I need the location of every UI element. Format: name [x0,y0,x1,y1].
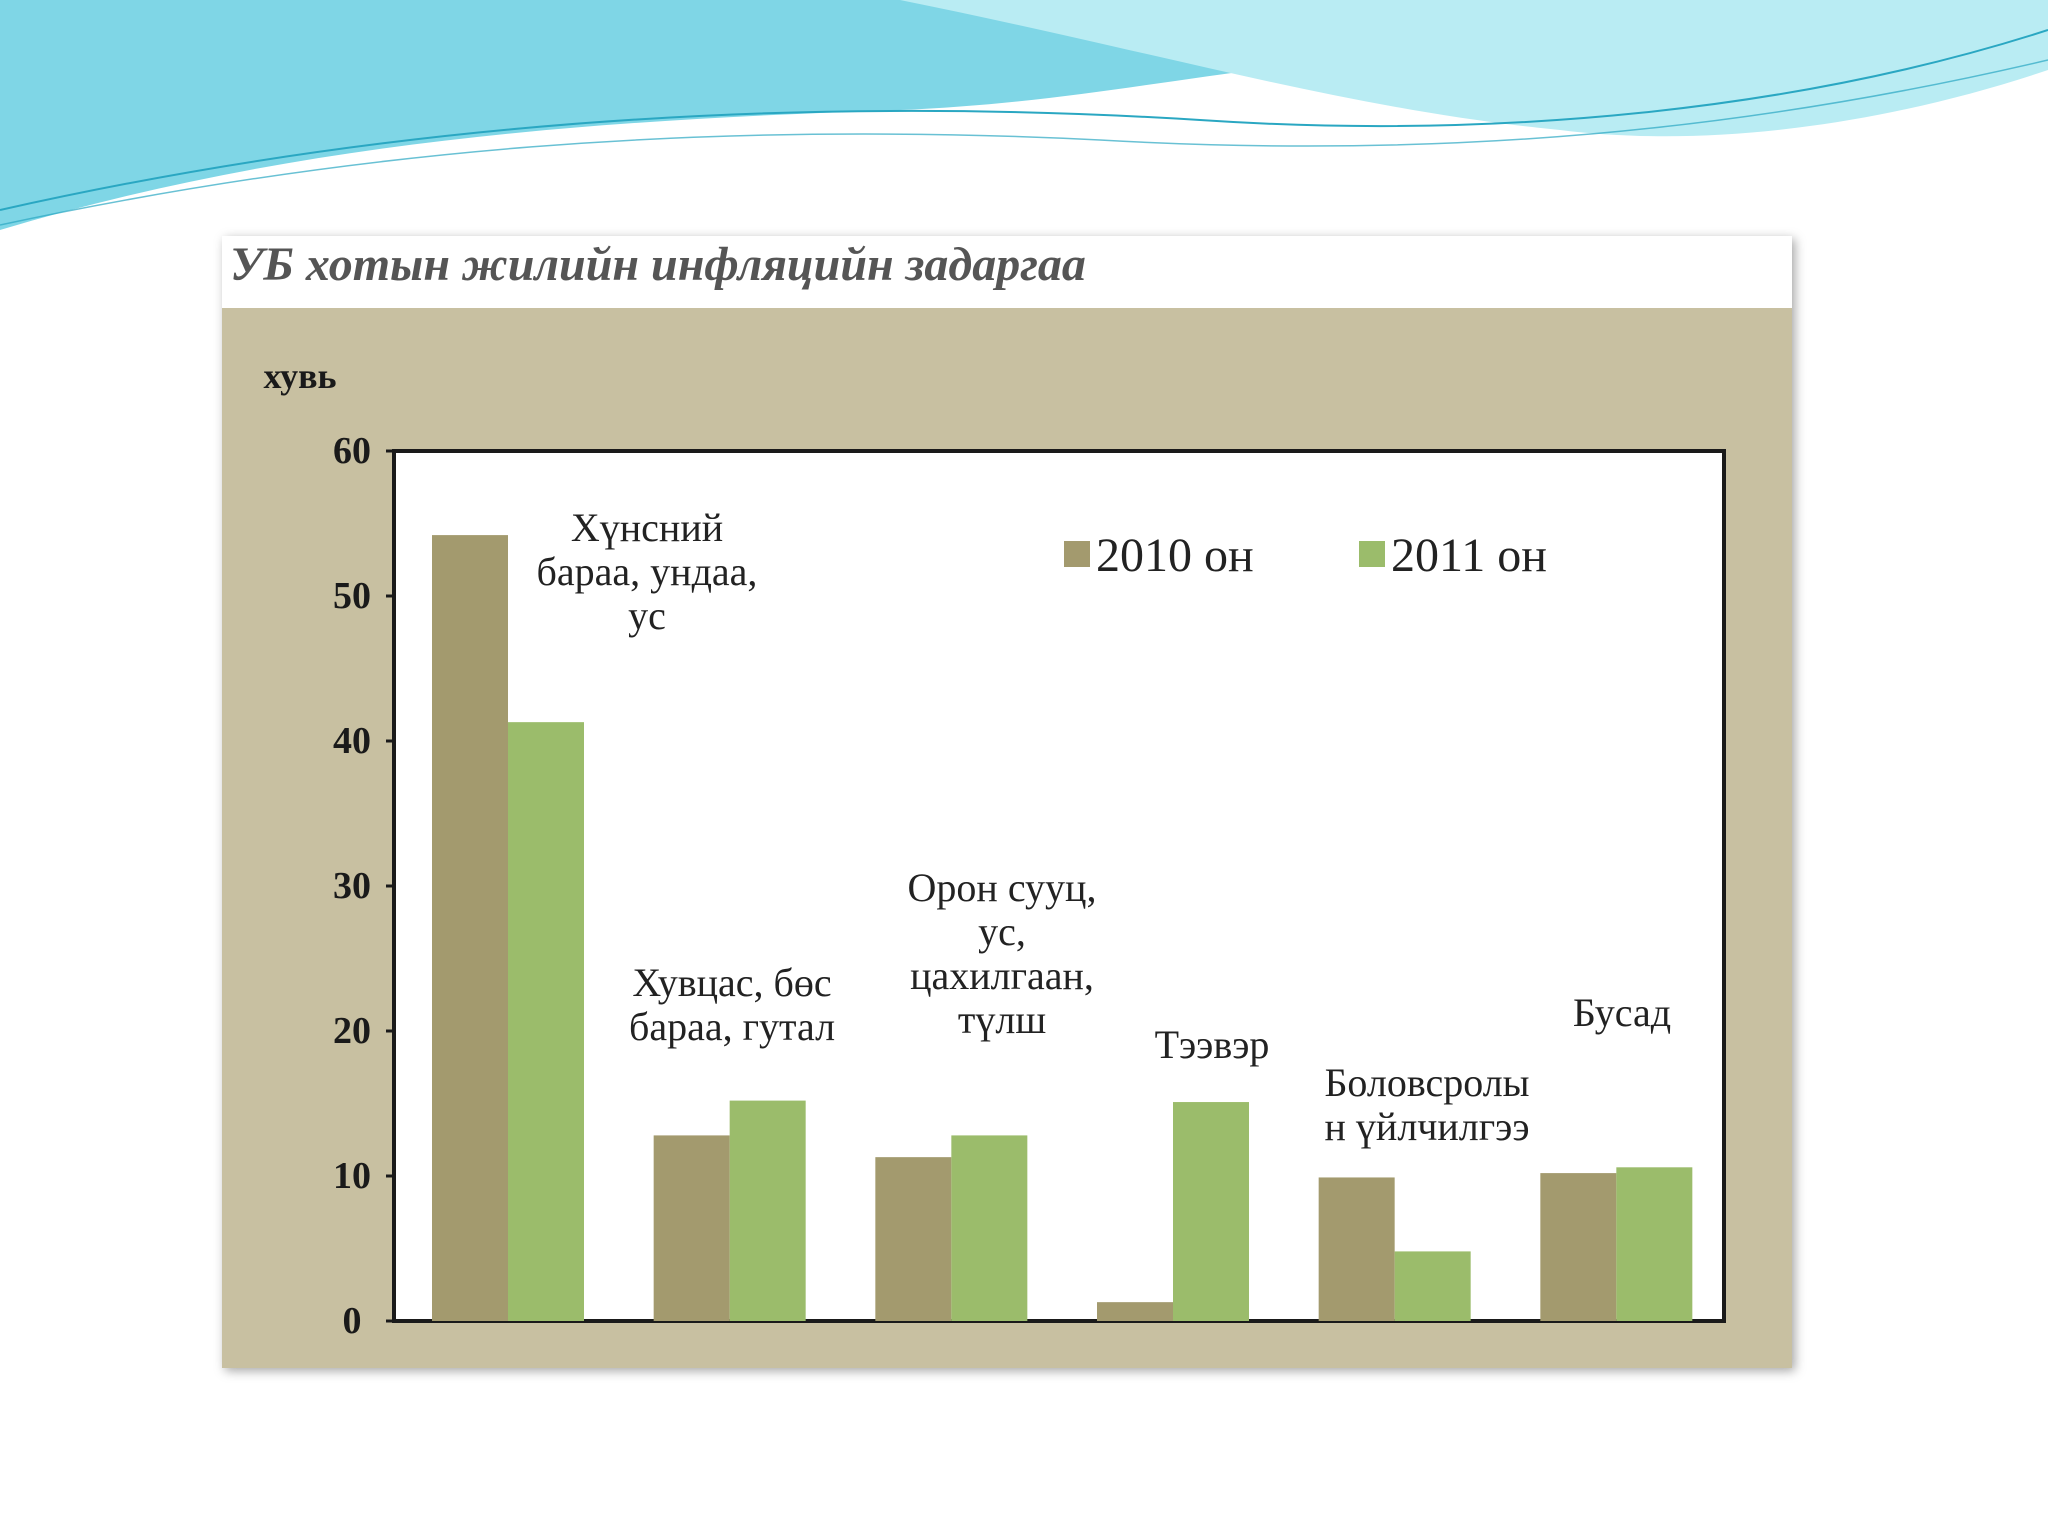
bar [730,1101,806,1321]
bar [1319,1177,1395,1321]
bar [951,1135,1027,1321]
bar [875,1157,951,1321]
y-tick-label: 30 [333,865,371,907]
category-label: Орон сууц, [907,865,1097,910]
bar [1097,1302,1173,1321]
bar [432,535,508,1321]
category-label: бараа, гутал [628,1004,836,1049]
legend-swatch [1359,541,1385,567]
y-tick-label: 60 [333,430,371,472]
chart-title: УБ хотын жилийн инфляцийн задаргаа [230,238,1086,291]
y-tick-label: 40 [333,720,371,762]
category-label: Хүнсний [570,505,724,550]
category-label: Боловсролы [1324,1060,1530,1105]
category-label: Бусад [1572,990,1672,1035]
bar [1540,1173,1616,1321]
category-label: ус, [978,909,1026,954]
chart-panel [222,236,1792,1368]
y-tick-label: 0 [342,1300,362,1342]
legend-label: 2011 он [1391,529,1547,582]
bar [1616,1167,1692,1321]
category-label: ус [628,593,666,638]
legend-label: 2010 он [1096,529,1254,582]
y-axis-label: хувь [263,356,337,396]
category-label: Хувцас, бөс [632,960,832,1005]
category-label: түлш [957,997,1047,1042]
category-label: н үйлчилгээ [1324,1104,1530,1149]
bar [1395,1251,1471,1321]
bar [1173,1102,1249,1321]
category-label: бараа, ундаа, [536,549,758,594]
category-label: цахилгаан, [910,953,1094,998]
category-label: Тээвэр [1154,1022,1270,1067]
header-wave-decoration [0,0,2048,240]
y-tick-label: 10 [333,1155,371,1197]
bar [654,1135,730,1321]
legend-swatch [1064,541,1090,567]
y-tick-label: 20 [333,1010,371,1052]
bar-chart [222,236,1792,1368]
y-tick-label: 50 [333,575,371,617]
bar [508,722,584,1321]
